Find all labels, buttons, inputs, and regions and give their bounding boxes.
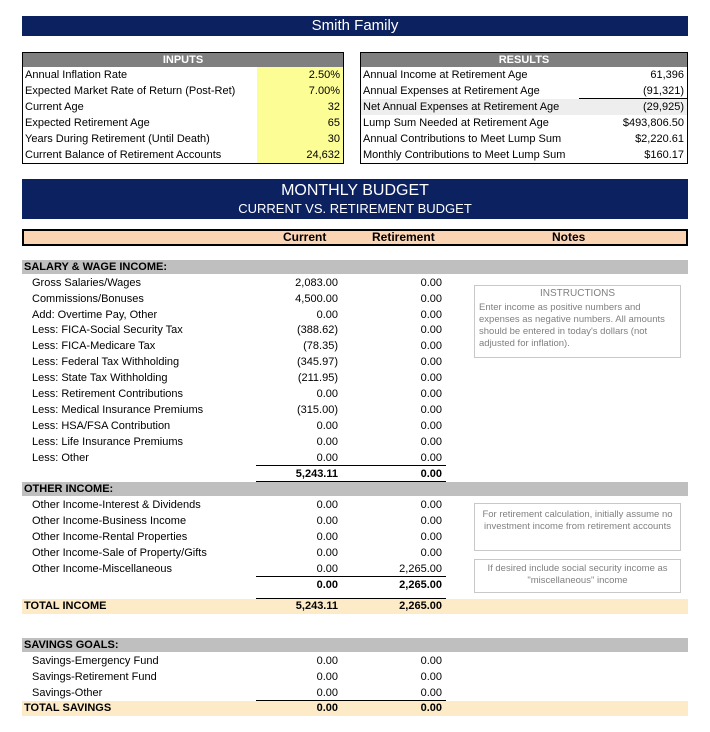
results-header: RESULTS: [361, 53, 687, 67]
results-panel: [360, 52, 688, 164]
table-row: Less: Life Insurance Premiums 0.00 0.00: [32, 436, 442, 448]
total-savings-row: TOTAL SAVINGS 0.00 0.00: [22, 701, 688, 716]
col-notes: Notes: [552, 230, 586, 244]
subtotal-row-other: 0.00 2,265.00: [316, 579, 442, 591]
table-row: Other Income-Miscellaneous 0.00 2,265.00: [32, 563, 442, 575]
col-retirement: Retirement: [372, 230, 435, 244]
instructions-title: INSTRUCTIONS: [540, 288, 615, 299]
budget-title: MONTHLY BUDGET: [281, 182, 429, 199]
input-row-current-balance: Current Balance of Retirement Accounts 24,632: [23, 147, 343, 163]
input-cell[interactable]: 2.50%: [257, 67, 343, 83]
section-header-other-income: OTHER INCOME:: [22, 482, 688, 496]
budget-subtitle: CURRENT VS. RETIREMENT BUDGET: [238, 201, 472, 216]
input-cell[interactable]: 7.00%: [257, 83, 343, 99]
table-row: Commissions/Bonuses 4,500.00 0.00: [32, 293, 442, 305]
input-row-inflation: Annual Inflation Rate 2.50%: [23, 67, 343, 83]
table-row: Savings-Retirement Fund 0.00 0.00: [32, 671, 442, 683]
input-cell[interactable]: 32: [257, 99, 343, 115]
input-row-years-retirement: Years During Retirement (Until Death) 30: [23, 131, 343, 147]
table-row: Add: Overtime Pay, Other 0.00 0.00: [32, 309, 442, 321]
table-row: Gross Salaries/Wages 2,083.00 0.00: [32, 277, 442, 289]
table-row: Other Income-Business Income 0.00 0.00: [32, 515, 442, 527]
table-row: Less: Retirement Contributions 0.00 0.00: [32, 388, 442, 400]
table-row: Less: Other 0.00 0.00: [32, 452, 442, 464]
section-header-salary: SALARY & WAGE INCOME:: [22, 260, 688, 274]
col-current: Current: [283, 230, 327, 244]
result-row: Net Annual Expenses at Retirement Age (29,925): [361, 99, 687, 115]
table-row: Less: State Tax Withholding (211.95) 0.00: [32, 372, 442, 384]
input-cell[interactable]: 30: [257, 131, 343, 147]
inputs-header: INPUTS: [23, 53, 343, 67]
table-row: Less: Medical Insurance Premiums (315.00) 0.00: [32, 404, 442, 416]
table-row: Other Income-Sale of Property/Gifts 0.00 0.00: [32, 547, 442, 559]
result-row: Monthly Contributions to Meet Lump Sum $160.17: [363, 149, 684, 161]
column-header-row: [22, 229, 688, 246]
family-title: Smith Family: [22, 16, 688, 36]
table-row: Savings-Emergency Fund 0.00 0.00: [32, 655, 442, 667]
instructions-body: Enter income as positive numbers and expenses as negative numbers. All amounts should be entered in today's dollars (not adjusted for inflation).: [479, 302, 665, 349]
result-row: Annual Income at Retirement Age 61,396: [363, 69, 684, 81]
result-row: Annual Contributions to Meet Lump Sum $2,220.61: [363, 133, 684, 145]
input-row-market-return: Expected Market Rate of Return (Post-Ret) 7.00%: [23, 83, 343, 99]
table-row: Less: HSA/FSA Contribution 0.00 0.00: [32, 420, 442, 432]
monthly-budget-banner: [22, 179, 688, 219]
subtotal-row-salary: 5,243.11 0.00: [295, 468, 442, 480]
instructions-note: [474, 285, 681, 358]
table-row: Less: FICA-Medicare Tax (78.35) 0.00: [32, 340, 442, 352]
input-row-current-age: Current Age 32: [23, 99, 343, 115]
result-row: Lump Sum Needed at Retirement Age $493,806.50: [363, 117, 684, 129]
section-header-savings: SAVINGS GOALS:: [22, 638, 688, 652]
table-row: Less: Federal Tax Withholding (345.97) 0.00: [32, 356, 442, 368]
total-income-row: TOTAL INCOME 5,243.11 2,265.00: [22, 599, 688, 614]
input-cell[interactable]: 24,632: [257, 147, 343, 163]
table-row: Other Income-Rental Properties 0.00 0.00: [32, 531, 442, 543]
social-security-note: If desired include social security income as "miscellaneous" income: [474, 559, 681, 593]
input-cell[interactable]: 65: [257, 115, 343, 131]
retirement-income-note: For retirement calculation, initially assume no investment income from retirement accounts: [474, 503, 681, 551]
result-row: Annual Expenses at Retirement Age (91,321): [361, 83, 687, 99]
table-row: Other Income-Interest & Dividends 0.00 0.00: [32, 499, 442, 511]
table-row: Savings-Other 0.00 0.00: [32, 687, 442, 699]
inputs-panel: [22, 52, 344, 164]
input-row-retirement-age: Expected Retirement Age 65: [23, 115, 343, 131]
table-row: Less: FICA-Social Security Tax (388.62) 0.00: [32, 324, 442, 336]
